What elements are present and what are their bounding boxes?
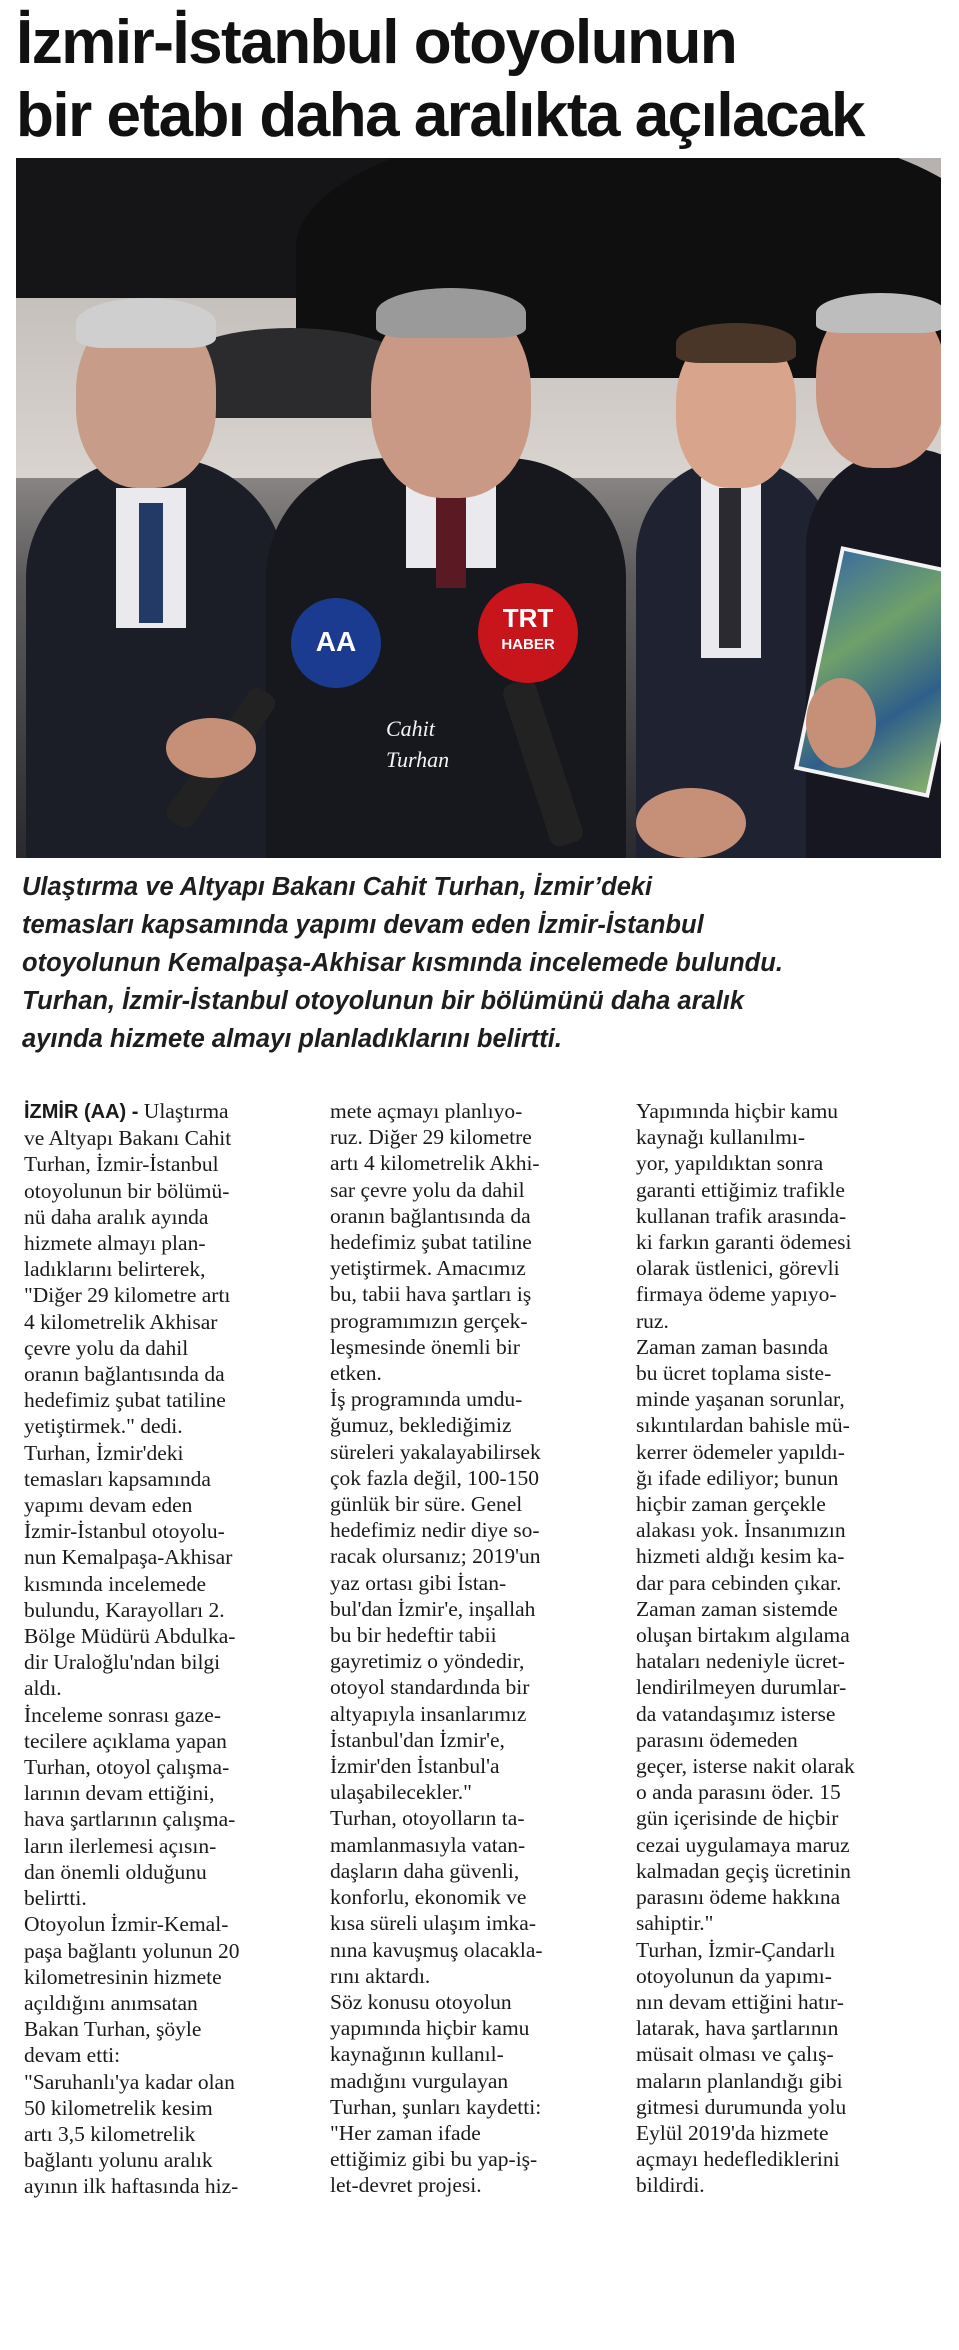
body-line: bulundu, Karayolları 2.: [24, 1597, 225, 1622]
body-line: Eylül 2019'da hizmete: [636, 2120, 829, 2145]
body-line: gayretimiz o yöndedir,: [330, 1649, 525, 1674]
body-line: yapımında hiçbir kamu: [330, 2016, 530, 2041]
hand-left: [166, 718, 256, 778]
photo-caption-line: Cahit: [386, 716, 435, 741]
body-line: paşa bağlantı yolunun 20: [24, 1938, 240, 1963]
body-line: gitmesi durumunda yolu: [636, 2094, 847, 2119]
body-line: maların planlandığı gibi: [636, 2068, 843, 2093]
lead-line: temasları kapsamında yapımı devam eden İzmir-İstanbul: [22, 911, 704, 939]
person-left-tie: [139, 503, 163, 623]
body-line: 50 kilometrelik kesim: [24, 2095, 213, 2120]
body-line: hizmete almayı plan-: [24, 1231, 206, 1256]
person-center-hair: [376, 288, 526, 338]
body-line: Turhan, otoyolların ta-: [330, 1806, 525, 1831]
body-line: ğumuz, beklediğimiz: [330, 1413, 512, 1438]
body-column-3: [636, 1098, 926, 2199]
body-line: parasını ödeme hakkına: [636, 1885, 841, 1910]
body-line: rını aktardı.: [330, 1963, 431, 1988]
body-line: hizmeti aldığı kesim ka-: [636, 1544, 845, 1569]
body-line: devam etti:: [24, 2043, 121, 2068]
body-line: hedefimiz şubat tatiline: [330, 1230, 532, 1255]
body-line: Yapımında hiçbir kamu: [636, 1099, 839, 1123]
body-line: bul'dan İzmir'e, inşallah: [330, 1596, 536, 1621]
body-line: let-devret projesi.: [330, 2173, 482, 2198]
body-line: ruz.: [636, 1308, 669, 1333]
body-line: latarak, hava şartlarının: [636, 2016, 839, 2041]
body-line: yaz ortası gibi İstan-: [330, 1570, 507, 1595]
body-line: oluşan birtakım algılama: [636, 1623, 850, 1648]
lead-line: ayında hizmete almayı planladıklarını belirtti.: [22, 1025, 562, 1053]
dateline: İZMİR (AA) -: [24, 1101, 139, 1123]
body-line: lendirilmeyen durumlar-: [636, 1675, 847, 1700]
body-line: Bakan Turhan, şöyle: [24, 2017, 202, 2042]
person-far-right-hair: [816, 293, 941, 333]
body-line: sar çevre yolu da dahil: [330, 1177, 525, 1202]
body-line: hedefimiz nedir diye so-: [330, 1518, 540, 1543]
body-line: nına kavuşmuş olacakla-: [330, 1937, 543, 1962]
body-line: kısa süreli ulaşım imka-: [330, 1911, 537, 1936]
lead-line: Ulaştırma ve Altyapı Bakanı Cahit Turhan, İzmir’deki: [22, 873, 653, 901]
body-line-first: [24, 1098, 314, 1125]
lead-line: otoyolunun Kemalpaşa-Akhisar kısmında incelemede bulundu.: [22, 949, 783, 977]
body-line: Turhan, otoyol çalışma-: [24, 1755, 230, 1780]
body-line: dir Uraloğlu'ndan bilgi: [24, 1650, 221, 1675]
body-line: İzmir-İstanbul otoyolu-: [24, 1519, 225, 1544]
hand-right: [636, 788, 746, 858]
body-column-3-lines: [636, 1098, 926, 2199]
body-line: leşmesinde önemli bir: [330, 1334, 520, 1359]
body-line: müsait olması ve çalış-: [636, 2042, 834, 2067]
microphone-aa-label: AA: [315, 626, 357, 657]
body-line: Zaman zaman sistemde: [636, 1596, 838, 1621]
body-line: kullanan trafik arasında-: [636, 1203, 847, 1228]
body-line: minde yaşanan sorunlar,: [636, 1387, 845, 1412]
body-line: nü daha aralık ayında: [24, 1204, 209, 1229]
body-line: "Her zaman ifade: [330, 2120, 481, 2145]
body-line: ettiğimiz gibi bu yap-iş-: [330, 2147, 538, 2172]
body-line: kaynağının kullanıl-: [330, 2042, 504, 2067]
body-line: aldı.: [24, 1676, 62, 1701]
person-left-hair: [76, 298, 216, 348]
body-line: ladıklarını belirterek,: [24, 1257, 206, 1282]
body-line: madığını vurgulayan: [330, 2068, 509, 2093]
photo-caption: [386, 713, 516, 775]
body-line: programımızın gerçek-: [330, 1308, 528, 1333]
body-column-2: [330, 1098, 620, 2199]
body-line: geçer, isterse nakit olarak: [636, 1754, 855, 1779]
body-line: kaynağı kullanılmı-: [636, 1125, 805, 1150]
body-line: alakası yok. İnsanımızın: [636, 1518, 846, 1543]
body-line: çok fazla değil, 100-150: [330, 1465, 539, 1490]
body-line: Turhan, İzmir-İstanbul: [24, 1152, 219, 1177]
body-line: İstanbul'dan İzmir'e,: [330, 1727, 505, 1752]
body-line: ların ilerlemesi açısın-: [24, 1833, 217, 1858]
body-line: ayının ilk haftasında hiz-: [24, 2174, 239, 2199]
body-line: açmayı hedeflediklerini: [636, 2147, 840, 2172]
body-line: otoyol standardında bir: [330, 1675, 530, 1700]
body-line: bu, tabii hava şartları iş: [330, 1282, 532, 1307]
body-line: artı 4 kilometrelik Akhi-: [330, 1151, 540, 1176]
body-line: ruz. Diğer 29 kilometre: [330, 1125, 532, 1150]
body-line: etken.: [330, 1361, 382, 1386]
news-photo: [16, 158, 941, 858]
body-line: kalmadan geçiş ücretinin: [636, 1858, 851, 1883]
body-line: bildirdi.: [636, 2173, 705, 2198]
body-line: olarak üstlenici, görevli: [636, 1256, 840, 1281]
body-line: İnceleme sonrası gaze-: [24, 1702, 221, 1727]
body-line: ve Altyapı Bakanı Cahit: [24, 1126, 232, 1151]
body-line: cezai uygulamaya maruz: [636, 1832, 850, 1857]
body-line-first-text: Ulaştırma: [138, 1099, 229, 1123]
body-line: süreleri yakalayabilirsek: [330, 1439, 541, 1464]
microphone-trt-sub: HABER: [501, 636, 555, 653]
body-line: bu ücret toplama siste-: [636, 1361, 832, 1386]
body-line: o anda parasını öder. 15: [636, 1780, 841, 1805]
lead-line: Turhan, İzmir-İstanbul otoyolunun bir bölümünü daha aralık: [22, 987, 745, 1015]
body-line: otoyolunun da yapımı-: [636, 1963, 832, 1988]
body-line: temasları kapsamında: [24, 1466, 211, 1491]
body-line: Söz konusu otoyolun: [330, 1989, 512, 2014]
headline-line: bir etabı daha aralıkta açılacak: [16, 81, 865, 150]
body-line: otoyolunun bir bölümü-: [24, 1178, 230, 1203]
headline-line: İzmir-İstanbul otoyolunun: [16, 8, 737, 77]
body-line: çevre yolu da dahil: [24, 1335, 189, 1360]
body-line: garanti ettiğimiz trafikle: [636, 1177, 845, 1202]
body-line: firmaya ödeme yapıyo-: [636, 1282, 837, 1307]
body-line: nun Kemalpaşa-Akhisar: [24, 1545, 233, 1570]
body-line: Turhan, İzmir-Çandarlı: [636, 1937, 836, 1962]
body-line: yetiştirmek. Amacımız: [330, 1256, 526, 1281]
body-line: ğı ifade ediliyor; bunun: [636, 1465, 839, 1490]
body-line: oranın bağlantısında da: [330, 1203, 531, 1228]
body-line: ki farkın garanti ödemesi: [636, 1230, 852, 1255]
body-line: sahiptir.": [636, 1911, 714, 1936]
microphone-trt-label: TRT: [502, 603, 554, 633]
body-line: Turhan, İzmir'deki: [24, 1440, 184, 1465]
body-line: yor, yapıldıktan sonra: [636, 1151, 824, 1176]
body-line: tecilere açıklama yapan: [24, 1728, 227, 1753]
body-line: belirtti.: [24, 1886, 87, 1911]
body-line: mete açmayı planlıyo-: [330, 1099, 523, 1123]
body-line: kerrer ödemeler yapıldı-: [636, 1439, 845, 1464]
body-line: Turhan, şunları kaydetti:: [330, 2094, 542, 2119]
body-line: dan önemli olduğunu: [24, 1859, 207, 1884]
body-line: yapımı devam eden: [24, 1493, 193, 1518]
body-line: "Saruhanlı'ya kadar olan: [24, 2069, 235, 2094]
body-line: İzmir'den İstanbul'a: [330, 1754, 500, 1779]
body-line: racak olursanız; 2019'un: [330, 1544, 541, 1569]
body-line: dar para cebinden çıkar.: [636, 1570, 842, 1595]
body-line: günlük bir süre. Genel: [330, 1492, 523, 1517]
body-line: oranın bağlantısında da: [24, 1362, 225, 1387]
body-line: Otoyolun İzmir-Kemal-: [24, 1912, 229, 1937]
body-line: sıkıntılardan bahisle mü-: [636, 1413, 850, 1438]
body-line: Bölge Müdürü Abdulka-: [24, 1624, 236, 1649]
body-line: artı 3,5 kilometrelik: [24, 2121, 196, 2146]
body-line: bağlantı yolunu aralık: [24, 2148, 213, 2173]
body-line: mamlanmasıyla vatan-: [330, 1832, 526, 1857]
body-column-1-lines: [24, 1125, 314, 2199]
body-line: gün içerisinde de hiçbir: [636, 1806, 839, 1831]
headline: [16, 6, 946, 152]
body-line: konforlu, ekonomik ve: [330, 1885, 527, 1910]
body-line: hedefimiz şubat tatiline: [24, 1388, 226, 1413]
lead-paragraph: [22, 868, 937, 1058]
body-column-1: [24, 1098, 314, 2200]
person-right-tie: [719, 488, 741, 648]
body-line: da vatandaşımız isterse: [636, 1701, 836, 1726]
body-line: Zaman zaman basında: [636, 1334, 829, 1359]
body-line: hiçbir zaman gerçekle: [636, 1492, 826, 1517]
photo-caption-line: Turhan: [386, 747, 450, 772]
body-line: İş programında umdu-: [330, 1387, 523, 1412]
body-line: 4 kilometrelik Akhisar: [24, 1309, 218, 1334]
body-line: hava şartlarının çalışma-: [24, 1807, 236, 1832]
body-line: kilometresinin hizmete: [24, 1964, 222, 1989]
body-line: bu bir hedeftir tabii: [330, 1623, 497, 1648]
person-right-hair: [676, 323, 796, 363]
body-line: daşların daha güvenli,: [330, 1858, 520, 1883]
body-line: larının devam ettiğini,: [24, 1781, 215, 1806]
body-line: nın devam ettiğini hatır-: [636, 1989, 844, 2014]
body-line: açıldığını anımsatan: [24, 1990, 198, 2015]
body-column-2-lines: [330, 1098, 620, 2199]
body-line: hataları nedeniyle ücret-: [636, 1649, 845, 1674]
body-line: kısmında incelemede: [24, 1571, 207, 1596]
body-line: ulaşabilecekler.": [330, 1780, 472, 1805]
hand-map: [806, 678, 876, 768]
body-line: yetiştirmek." dedi.: [24, 1414, 183, 1439]
body-line: parasını ödemeden: [636, 1727, 798, 1752]
body-line: "Diğer 29 kilometre artı: [24, 1283, 231, 1308]
body-line: altyapıyla insanlarımız: [330, 1701, 527, 1726]
